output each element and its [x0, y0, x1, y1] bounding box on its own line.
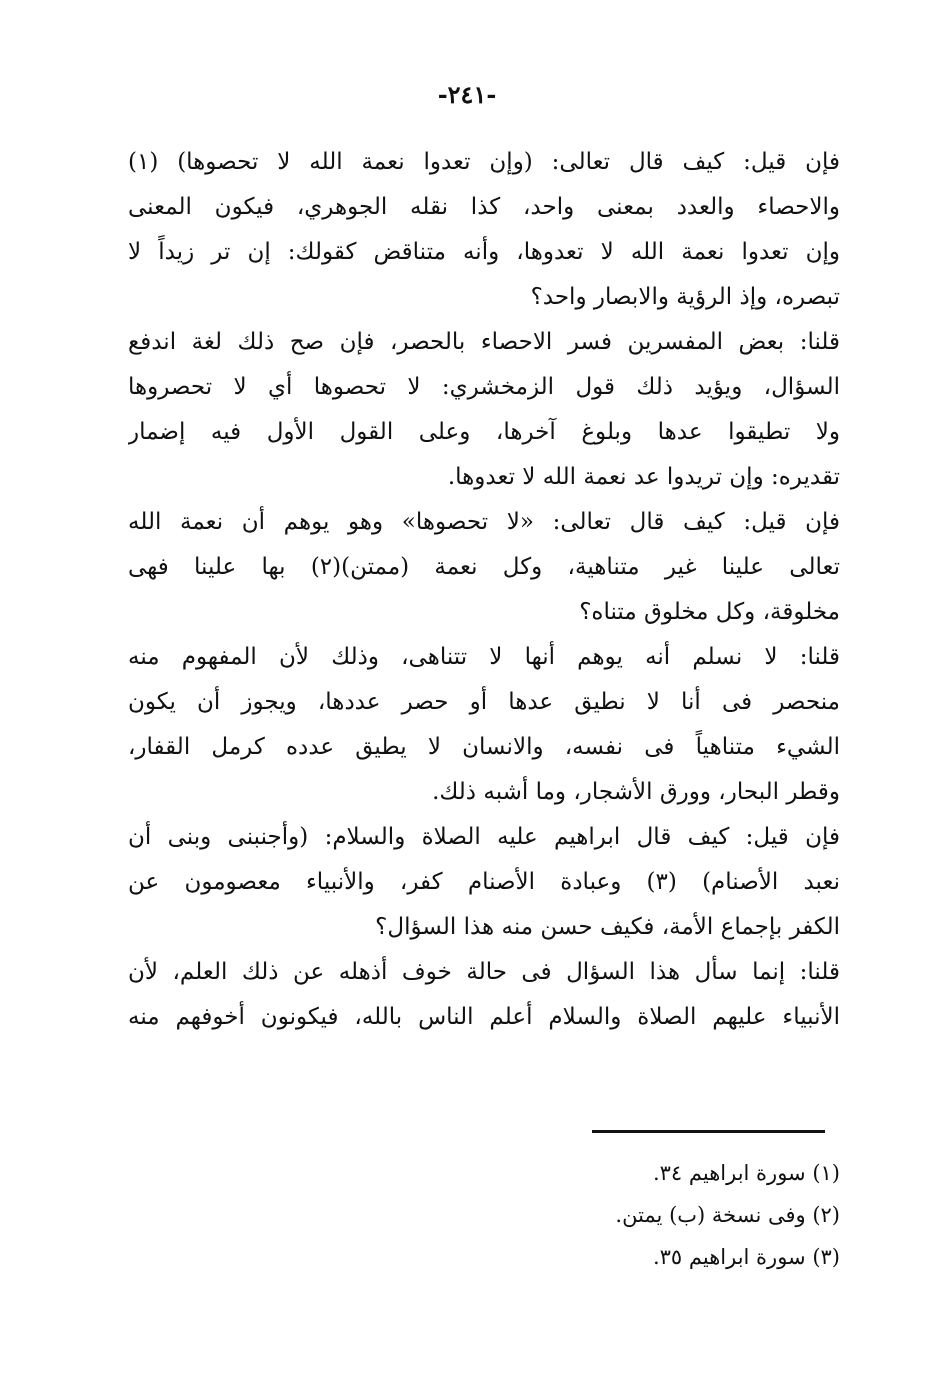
- body-text: [128, 140, 840, 1040]
- footnote: (٣) سورة ابراهيم ٣٥.: [652, 1245, 840, 1269]
- text-line: وإن تعدوا نعمة الله لا تعدوها، وأنه متناقض كقولك: إن تر زيداً لا: [128, 239, 840, 265]
- footnote-divider: [592, 1130, 825, 1133]
- footnote: (٢) وفى نسخة (ب) يمتن.: [615, 1203, 840, 1227]
- text-line: مخلوقة، وكل مخلوق متناه؟: [579, 599, 840, 625]
- text-line: فإن قيل: كيف قال تعالى: (وإن تعدوا نعمة الله لا تحصوها) (١): [128, 149, 840, 175]
- text-line: قلنا: لا نسلم أنه يوهم أنها لا تتناهى، وذلك لأن المفهوم منه: [128, 644, 840, 670]
- text-line: نعبد الأصنام) (٣) وعبادة الأصنام كفر، والأنبياء معصومون عن: [128, 869, 840, 895]
- footnote: (١) سورة ابراهيم ٣٤.: [652, 1161, 840, 1185]
- text-line: الشيء متناهياً فى نفسه، والانسان لا يطيق عدده كرمل القفار،: [128, 734, 840, 760]
- text-line: تبصره، وإذ الرؤية والابصار واحد؟: [530, 284, 840, 310]
- text-line: قلنا: إنما سأل هذا السؤال فى حالة خوف أذهله عن ذلك العلم، لأن: [128, 959, 840, 985]
- page-number: -٢٤١-: [437, 80, 497, 109]
- text-line: وقطر البحار، وورق الأشجار، وما أشبه ذلك.: [432, 779, 840, 805]
- text-line: تقديره: وإن تريدوا عد نعمة الله لا تعدوها.: [447, 464, 840, 490]
- text-line: السؤال، ويؤيد ذلك قول الزمخشري: لا تحصوها أي لا تحصروها: [128, 374, 840, 400]
- text-line: والاحصاء والعدد بمعنى واحد، كذا نقله الجوهري، فيكون المعنى: [128, 194, 840, 220]
- footnotes: [460, 1152, 840, 1278]
- text-line: ولا تطيقوا عدها وبلوغ آخرها، وعلى القول الأول فيه إضمار: [128, 419, 840, 445]
- text-line: منحصر فى أنا لا نطيق عدها أو حصر عددها، ويجوز أن يكون: [128, 689, 840, 715]
- text-line: الكفر بإجماع الأمة، فكيف حسن منه هذا السؤال؟: [375, 914, 840, 940]
- text-line: فإن قيل: كيف قال ابراهيم عليه الصلاة والسلام: (وأجنبنى وبنى أن: [128, 824, 840, 850]
- text-line: فإن قيل: كيف قال تعالى: «لا تحصوها» وهو يوهم أن نعمة الله: [128, 509, 840, 535]
- text-line: الأنبياء عليهم الصلاة والسلام أعلم الناس بالله، فيكونون أخوفهم منه: [128, 1004, 840, 1030]
- text-line: تعالى علينا غير متناهية، وكل نعمة (ممتن)(٢) بها علينا فهى: [128, 554, 840, 580]
- text-line: قلنا: بعض المفسرين فسر الاحصاء بالحصر، فإن صح ذلك لغة اندفع: [128, 329, 840, 355]
